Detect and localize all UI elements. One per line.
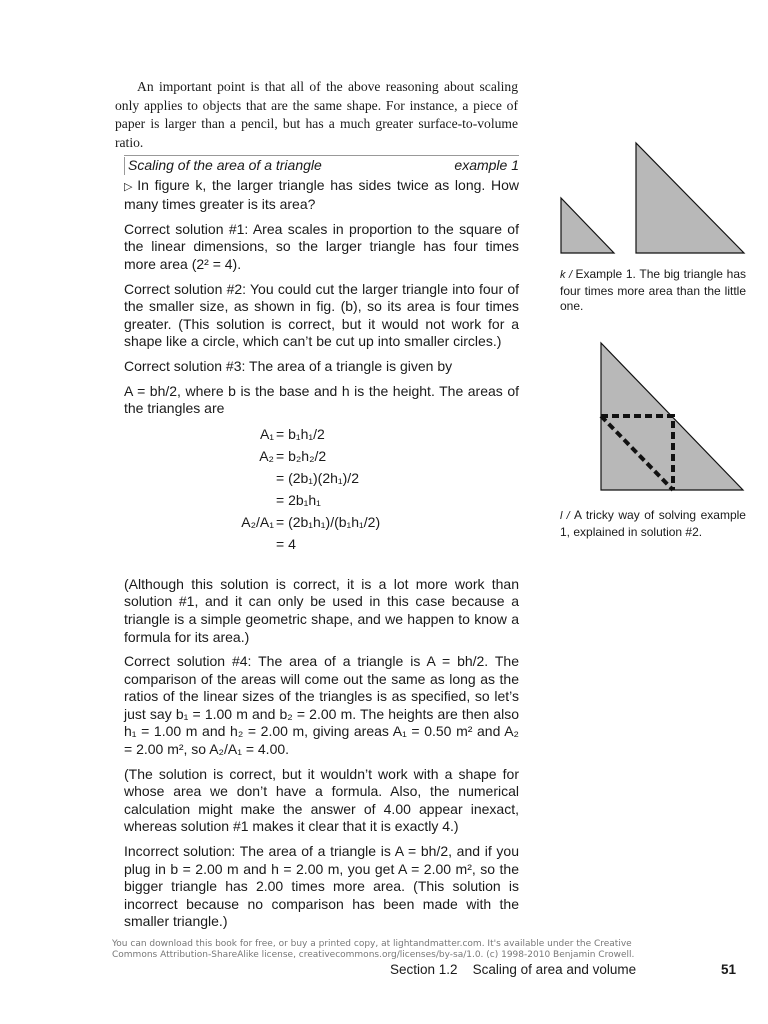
intro-text: An important point is that all of the above reasoning about scaling only applies to objects that are the same shape. For instance, a piece of paper is larger than a pencil, but has a much greater surface-to-volume ratio. <box>115 79 518 150</box>
equation-block <box>124 426 519 566</box>
figure-l-caption <box>560 508 746 540</box>
example-number: example 1 <box>454 157 519 173</box>
small-triangle <box>561 198 614 253</box>
solution-2: Correct solution #2: You could cut the larger triangle into four of the smaller size, as shown in fig. (b), so its area is four times greater. (This solution is correct, but it would not work for a shape like a circle, which can’t be cut up into smaller circles.) <box>124 280 519 350</box>
figure-k-caption <box>560 267 746 315</box>
figure-k-label: k / <box>560 269 576 281</box>
figure-l-triangle <box>597 340 747 495</box>
example-title: Scaling of the area of a triangle <box>128 157 322 173</box>
license-note: You can download this book for free, or buy a printed copy, at lightandmatter.com. It's available under the Creative Commons Attribution-ShareAlike license, creativecommons.org/licenses/by-sa/1.0. (c) 1998-2010 Benjamin Crowell. <box>112 939 635 960</box>
solution-3-formula: A = bh/2, where b is the base and h is the height. The areas of the triangles are <box>124 382 519 417</box>
equation-rhs: = (2b₁)(2h₁)/2 <box>276 469 359 486</box>
footer-section <box>390 962 636 977</box>
example-question <box>124 177 519 214</box>
incorrect-solution: Incorrect solution: The area of a triangle is A = bh/2, and if you plug in b = 2.00 m and h = 2.00 m, you get A = 2.00 m², so the bigger triangle has 2.00 times more area. (This solution is incorrect because no comparison has been made with the smaller triangle.) <box>124 843 519 930</box>
example-header <box>124 157 519 175</box>
equation-rhs: = 4 <box>276 535 296 552</box>
section-number: Section 1.2 <box>390 962 458 977</box>
equation-lhs: A₁ <box>259 425 274 442</box>
figure-k-triangles <box>556 140 746 258</box>
page-number: 51 <box>720 962 736 977</box>
question-text: In figure k, the larger triangle has sides twice as long. How many times greater is its area? <box>124 176 519 213</box>
question-triangle-icon: ▷ <box>124 180 135 193</box>
equation-rhs: = b₁h₁/2 <box>276 425 325 442</box>
solution-3: Correct solution #3: The area of a triangle is given by <box>124 357 453 374</box>
figure-k-caption-text: Example 1. The big triangle has four times more area than the little one. <box>560 267 747 314</box>
figure-l-label: l / <box>560 510 574 522</box>
solution-3-note: (Although this solution is correct, it is a lot more work than solution #1, and it can only be used in this case because a triangle is a simple geometric shape, and we happen to know a formula for its area.) <box>124 575 519 645</box>
large-triangle <box>636 143 744 253</box>
equation-lhs: A₂/A₁ <box>241 513 274 530</box>
equation-lhs: A₂ <box>259 447 274 464</box>
equation-rhs: = 2b₁h₁ <box>276 491 321 508</box>
equation-rhs: = (2b₁h₁)/(b₁h₁/2) <box>276 513 381 530</box>
equation-rhs: = b₂h₂/2 <box>276 447 327 464</box>
page-footer <box>390 962 736 977</box>
intro-paragraph <box>115 78 518 152</box>
solution-4-note: (The solution is correct, but it wouldn’t work with a shape for whose area we don’t have a formula. Also, the numerical calculation might make the answer of 4.00 appear inexact, whereas solution #1 makes it clear that it is exactly 4.) <box>124 765 519 835</box>
solution-4: Correct solution #4: The area of a triangle is A = bh/2. The comparison of the areas will come out the same as long as the ratios of the linear sizes of the triangles is as specified, so let’s just say b₁ = 1.00 m and b₂ = 2.00 m. The heights are then also h₁ = 1.00 m and h₂ = 2.00 m, giving areas A₁ = 0.50 m² and A₂ = 2.00 m², so A₂/A₁ = 4.00. <box>124 653 519 758</box>
figure-l-caption-text: A tricky way of solving example 1, explained in solution #2. <box>560 508 746 539</box>
example-top-rule <box>124 155 519 156</box>
solution-1: Correct solution #1: Area scales in proportion to the square of the linear dimensions, so the larger triangle has four times more area (2² = 4). <box>124 220 519 272</box>
section-title: Scaling of area and volume <box>472 962 637 977</box>
example-box <box>124 155 519 938</box>
